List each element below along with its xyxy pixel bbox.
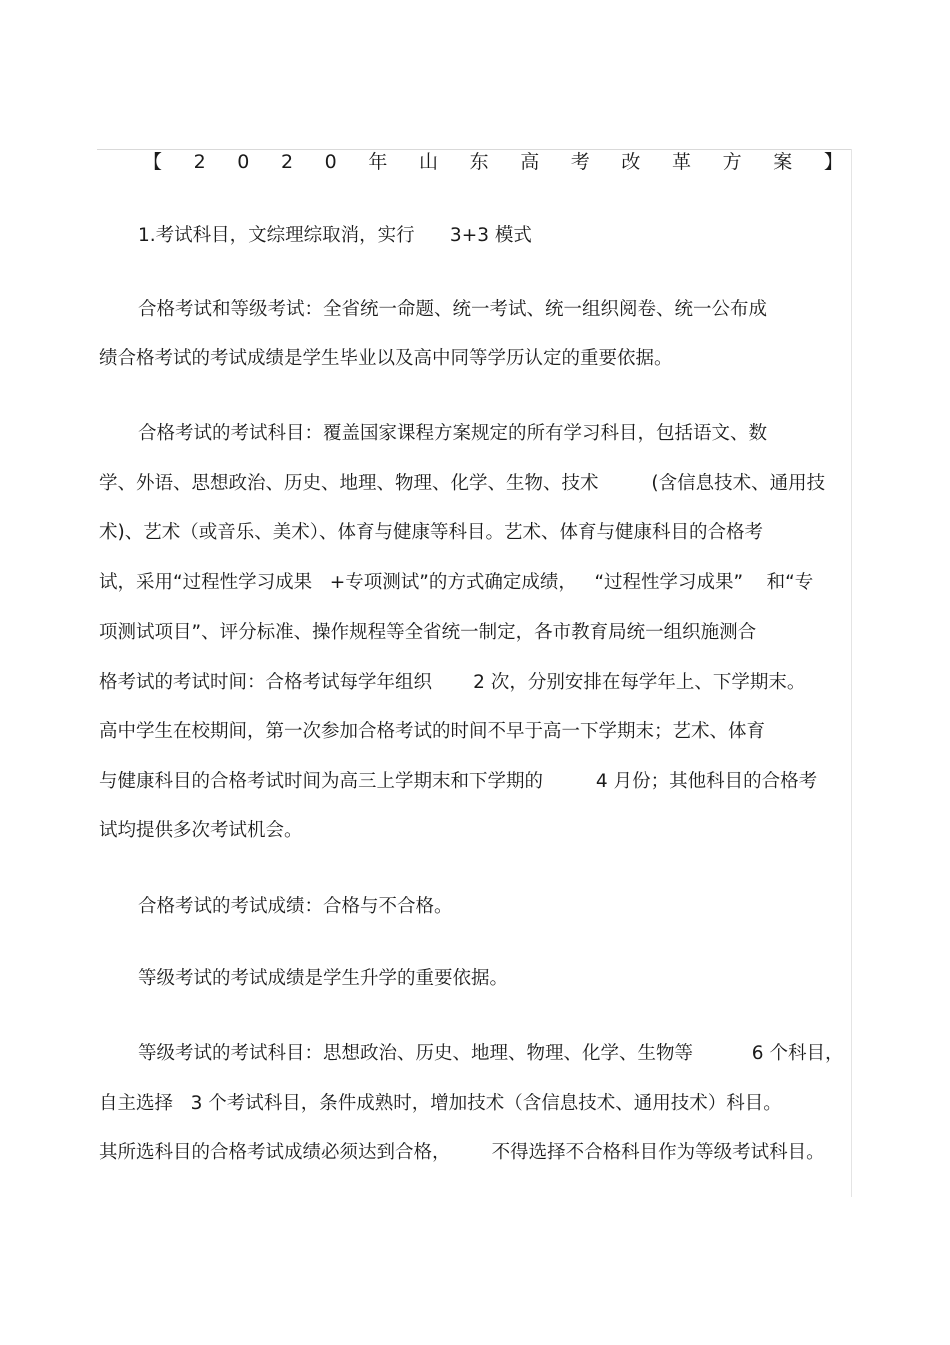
title-char: 2 <box>280 151 294 173</box>
title-char: 】 <box>823 151 843 173</box>
paragraph-line: 高中学生在校期间，第一次参加合格考试的时间不早于高一下学期末；艺术、体育 <box>99 721 766 742</box>
paragraph-line: 与健康科目的合格考试时间为高三上学期末和下学期的 4 月份；其他科目的合格考 <box>99 771 818 792</box>
paragraph-line: 绩合格考试的考试成绩是学生毕业以及高中同等学历认定的重要依据。 <box>99 348 673 369</box>
title-char: 山 <box>418 151 438 173</box>
title-char: 【 <box>143 151 163 173</box>
paragraph-line: 合格考试的考试科目：覆盖国家课程方案规定的所有学习科目，包括语文、数 <box>138 423 768 444</box>
paragraph-line: 格考试的考试时间：合格考试每学年组织 2 次，分别安排在每学年上、下学期末。 <box>99 672 806 693</box>
paragraph-line: 项测试项目”、评分标准、操作规程等全省统一制定，各市教育局统一组织施测合 <box>99 622 757 643</box>
paragraph-line: 试均提供多次考试机会。 <box>99 820 303 841</box>
paragraph-line: 自主选择 3 个考试科目，条件成熟时，增加技术（含信息技术、通用技术）科目。 <box>99 1093 782 1114</box>
paragraph-line: 等级考试的考试科目：思想政治、历史、地理、物理、化学、生物等 6 个科目， <box>138 1043 844 1064</box>
paragraph-line: 合格考试的考试成绩：合格与不合格。 <box>138 896 453 917</box>
paragraph-line: 合格考试和等级考试：全省统一命题、统一考试、统一组织阅卷、统一公布成 <box>138 299 768 320</box>
paragraph-line: 术)、艺术（或音乐、美术）、体育与健康等科目。艺术、体育与健康科目的合格考 <box>99 522 763 543</box>
title-char: 年 <box>368 151 388 173</box>
title-char: 0 <box>324 151 337 173</box>
paragraph-line: 其所选科目的合格考试成绩必须达到合格， 不得选择不合格科目作为等级考试科目。 <box>99 1142 825 1163</box>
title-char: 高 <box>520 151 540 173</box>
title-char: 改 <box>621 151 641 173</box>
document-title <box>143 150 843 174</box>
item-1-heading: 1.考试科目，文综理综取消，实行 3+3 模式 <box>138 225 532 246</box>
title-char: 案 <box>773 151 793 173</box>
paragraph-line: 试，采用“过程性学习成果 +专项测试”的方式确定成绩， “过程性学习成果” 和“专 <box>99 572 814 593</box>
title-char: 方 <box>722 151 742 173</box>
right-border-line <box>851 149 852 1197</box>
paragraph-line: 等级考试的考试成绩是学生升学的重要依据。 <box>138 968 509 989</box>
title-char: 考 <box>570 151 590 173</box>
title-char: 革 <box>672 151 692 173</box>
title-char: 0 <box>237 151 250 173</box>
title-char: 2 <box>193 151 206 173</box>
paragraph-line: 学、外语、思想政治、历史、地理、物理、化学、生物、技术 (含信息技术、通用技 <box>99 473 826 494</box>
title-char: 东 <box>469 151 489 173</box>
